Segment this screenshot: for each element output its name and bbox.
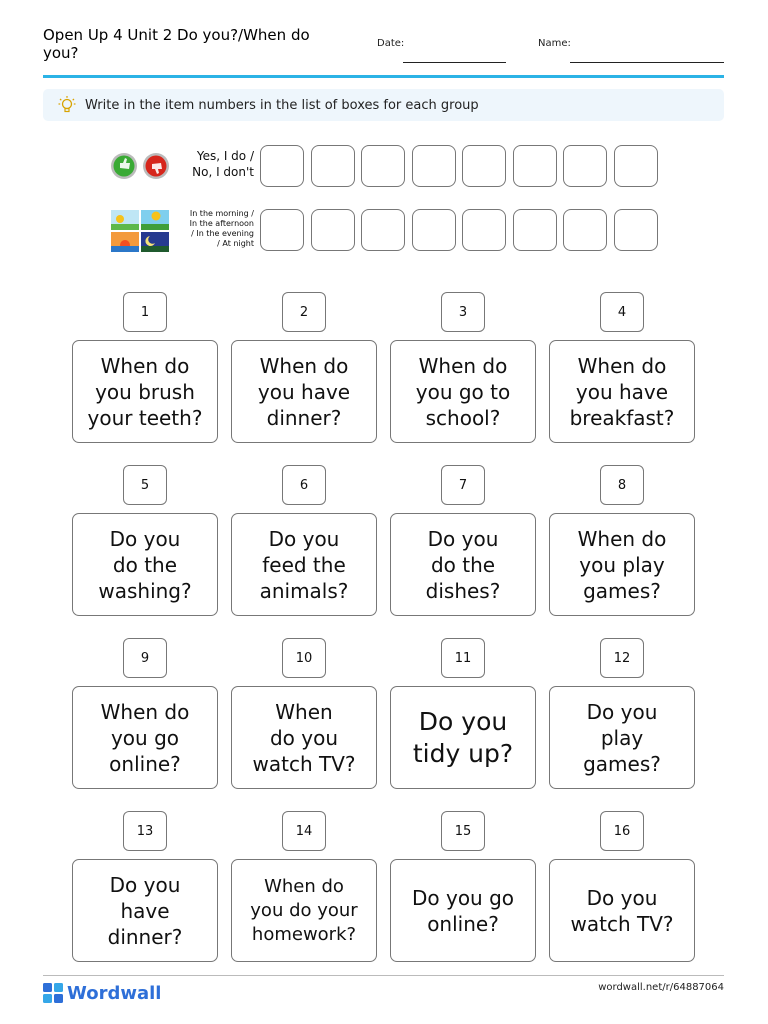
thumbs-up-down-icon <box>108 145 172 189</box>
answer-box[interactable] <box>361 145 405 187</box>
answer-box[interactable] <box>361 209 405 251</box>
answer-box[interactable] <box>614 145 658 187</box>
answer-box[interactable] <box>513 209 557 251</box>
item-card: Do you feed the animals? <box>231 513 377 616</box>
date-line[interactable] <box>403 62 506 63</box>
item-number: 15 <box>441 811 485 851</box>
wordwall-logo[interactable] <box>43 982 161 1004</box>
item-card: When do you have dinner? <box>231 340 377 443</box>
footer-divider <box>43 975 724 976</box>
item-card: Do you do the dishes? <box>390 513 536 616</box>
item-number: 13 <box>123 811 167 851</box>
item-number: 5 <box>123 465 167 505</box>
item-number: 10 <box>282 638 326 678</box>
instruction-text: Write in the item numbers in the list of boxes for each group <box>85 97 479 113</box>
answer-box[interactable] <box>614 209 658 251</box>
item-number: 8 <box>600 465 644 505</box>
item-number: 12 <box>600 638 644 678</box>
item-number: 16 <box>600 811 644 851</box>
answer-box[interactable] <box>311 209 355 251</box>
item-card: When do you go online? <box>72 686 218 789</box>
item-number: 11 <box>441 638 485 678</box>
answer-box[interactable] <box>412 209 456 251</box>
item-card: When do you have breakfast? <box>549 340 695 443</box>
answer-box[interactable] <box>462 145 506 187</box>
item-card: When do you brush your teeth? <box>72 340 218 443</box>
item-number: 14 <box>282 811 326 851</box>
item-number: 9 <box>123 638 167 678</box>
group-label-times-of-day: In the morning / In the afternoon / In the evening / At night <box>189 209 254 248</box>
item-card: When do you play games? <box>549 513 695 616</box>
answer-box[interactable] <box>260 209 304 251</box>
item-number: 1 <box>123 292 167 332</box>
answer-box[interactable] <box>563 145 607 187</box>
date-label: Date: <box>377 38 405 49</box>
item-number: 3 <box>441 292 485 332</box>
answer-box[interactable] <box>513 145 557 187</box>
answer-box[interactable] <box>563 209 607 251</box>
item-number: 2 <box>282 292 326 332</box>
name-label: Name: <box>538 38 571 49</box>
group-times-of-day <box>0 209 768 255</box>
wordwall-logo-icon <box>43 983 63 1003</box>
times-of-day-icon <box>108 209 172 253</box>
worksheet-title: Open Up 4 Unit 2 Do you?/When do you? <box>43 26 310 62</box>
item-card: Do you do the washing? <box>72 513 218 616</box>
item-card: Do you play games? <box>549 686 695 789</box>
item-number: 4 <box>600 292 644 332</box>
item-card: When do you watch TV? <box>231 686 377 789</box>
item-card: Do you tidy up? <box>390 686 536 789</box>
item-number: 7 <box>441 465 485 505</box>
activity-url[interactable]: wordwall.net/r/64887064 <box>598 982 724 993</box>
header-divider <box>43 75 724 78</box>
item-card: Do you watch TV? <box>549 859 695 962</box>
answer-box[interactable] <box>462 209 506 251</box>
lightbulb-icon <box>57 95 77 115</box>
group-label-yes-no: Yes, I do / No, I don't <box>192 149 254 179</box>
answer-box[interactable] <box>412 145 456 187</box>
brand-name: Wordwall <box>67 982 162 1004</box>
name-line[interactable] <box>570 62 724 63</box>
answer-box[interactable] <box>260 145 304 187</box>
item-card: When do you go to school? <box>390 340 536 443</box>
item-card: Do you have dinner? <box>72 859 218 962</box>
answer-box[interactable] <box>311 145 355 187</box>
item-number: 6 <box>282 465 326 505</box>
instruction-banner <box>43 89 724 121</box>
group-yes-no <box>0 145 768 191</box>
item-card: When do you do your homework? <box>231 859 377 962</box>
item-card: Do you go online? <box>390 859 536 962</box>
